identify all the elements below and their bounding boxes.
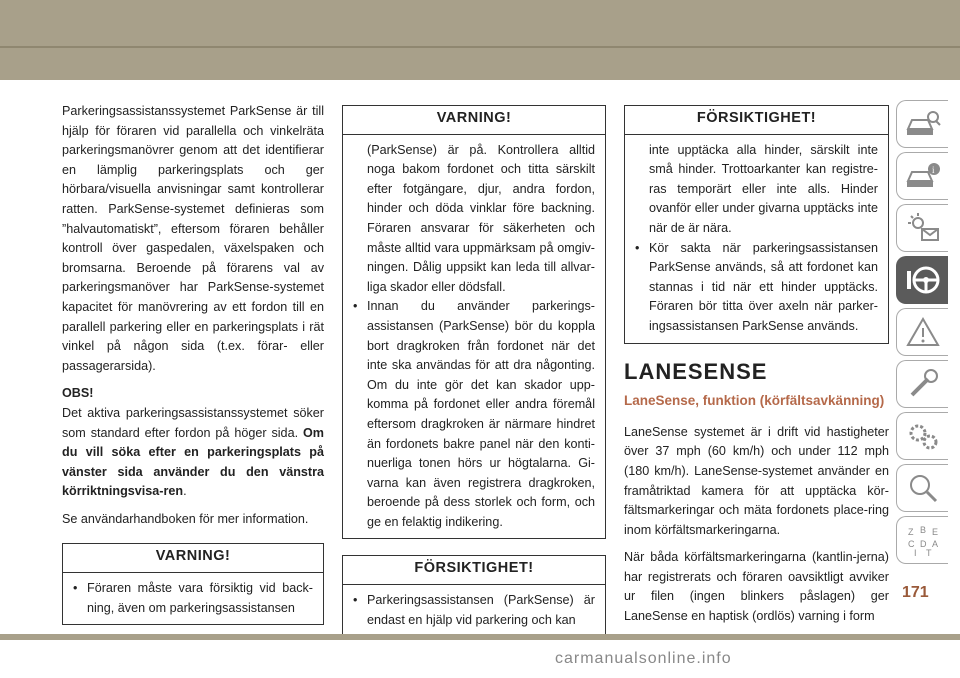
caution-box-1 [342, 555, 606, 637]
warning-body [343, 135, 605, 539]
caution-item [635, 239, 878, 337]
warning-box-1 [62, 543, 324, 625]
caution-item [353, 591, 595, 630]
column-3 [624, 105, 889, 635]
svg-text:E: E [931, 527, 938, 537]
warning-item [73, 579, 313, 618]
caution-title: FÖRSIKTIGHET! [343, 556, 605, 585]
obs-text: Det aktiva parkeringsassistanssystemet söker som standard efter fordon på höger sida. [62, 405, 324, 440]
column-1 [62, 102, 324, 625]
warning-box-2 [342, 105, 606, 539]
watermark: carmanualsonline.info [555, 650, 732, 667]
header-band-line [0, 46, 960, 48]
caution-item-text: Kör sakta när parkeringsassistansen ParkSense används, så att fordonet kan stannas i tid när ett hinder upptäcks. Föraren bör titta över axeln när parker-ingsassistansen ParkSense används. [649, 240, 878, 333]
obs-bold-text: Om du vill söka efter en parkeringsplats på vänster sida använder du den vänstra körriktningsvisa-ren [62, 425, 325, 499]
obs-title: OBS! [62, 386, 94, 401]
warning-item-text: Föraren måste vara försiktig vid back-ning, även om parkeringsassistansen [87, 581, 313, 615]
car-info-icon[interactable] [896, 152, 948, 200]
obs-end: . [183, 484, 187, 499]
caution-box-2 [624, 105, 889, 344]
svg-text:D: D [919, 539, 926, 549]
subsection-heading: LaneSense, funktion (körfältsavkänning) [624, 393, 885, 409]
warning-continued: (ParkSense) är på. Kontrollera alltid noga bakom fordonet och titta särskilt efter fotgängare, djur, andra fordon, hinder och döda vinklar före backning. Föraren ansvarar för säkerheten och måste alltid vara uppmärksam på omgiv-ningen. Dålig uppsikt kan leda till allvar-liga skador eller dödsfall. [367, 142, 595, 294]
warning-triangle-icon[interactable] [896, 308, 948, 356]
gears-icon[interactable] [896, 412, 948, 460]
svg-text:i: i [931, 165, 935, 175]
caution-title: FÖRSIKTIGHET! [625, 106, 888, 135]
intro-paragraph: Parkeringsassistanssystemet ParkSense är till hjälp för föraren vid parallella och vinkelräta parkeringsmanövrer genom att det identifierar en lämplig parkeringsplats och ger hörbara/visuella anvisningar samt kontrollerar ratten. ParkSense-systemet definieras som ”halvautomatiskt”, eftersom föraren behåller kontroll över gaspedalen, växelspaken och bromsarna. Beroende på förarens val av parkeringsmanöver har ParkSense-systemet kapacitet för manövrering av ett fordon till en parallell parkering eller en parkeringsplats i rät vinkel på någon sida (t.ex. förar- eller passagerarsida). [62, 104, 324, 373]
svg-text:C: C [907, 539, 914, 549]
warning-item-text: Innan du använder parkerings-assistansen (ParkSense) bör du koppla bort dragkroken från fordonet när det inte ska användas för att dra någonting. Om du inte gör det kan skador upp-komma på fordonet eller andra föremål eftersom dragkroken är närmare hindret än fordonets bakre panel när den konti-nuerliga tonen hörs ur högtalarna. Gi-varna kan även registrera dragkroken, beroende på dess storlek och form, och ge en felaktig indikering. [367, 299, 595, 529]
see-more-text: Se användarhandboken för mer information. [62, 511, 309, 526]
bullet-icon: • [353, 593, 358, 608]
svg-text:I: I [913, 548, 917, 557]
lanesense-paragraph-1: LaneSense systemet är i drift vid hastigheter över 37 mph (60 km/h) och under 112 mph (180 km/h). LaneSense-systemet använder en framåtriktad kamera för att upptäcka kör-fältsmarkeringar och mäta fordonets place-ring inom körfältsmarkeringarna. [624, 424, 889, 537]
magnifier-icon[interactable] [896, 464, 948, 512]
index-letters-icon[interactable] [896, 516, 948, 564]
chapter-tabs [896, 100, 948, 568]
page-number: 171 [902, 584, 929, 601]
section-heading: LANESENSE [624, 358, 768, 384]
caution-continued: inte upptäcka alla hinder, särskilt inte små hinder. Trottoarkanter kan registre-ras temporärt eller inte alls. Hinder ovanför eller under givarna upptäcks inte när de är nära. [649, 142, 878, 235]
caution-body [343, 585, 605, 636]
column-2 [342, 105, 606, 637]
svg-text:B: B [919, 525, 926, 535]
footer-band [0, 634, 960, 640]
warning-body [63, 573, 323, 624]
bullet-icon: • [353, 299, 358, 314]
header-band [0, 0, 960, 80]
warning-item [353, 297, 595, 532]
bullet-icon: • [73, 581, 78, 596]
caution-body [625, 135, 888, 343]
svg-text:A: A [931, 539, 938, 549]
warning-title: VARNING! [63, 544, 323, 573]
car-search-icon[interactable] [896, 100, 948, 148]
bullet-icon: • [635, 240, 640, 255]
lanesense-paragraph-2: När båda körfältsmarkeringarna (kantlin-jerna) har registrerats och föraren oavsiktligt avviker ur filen (ingen blinkers påslagen) ger LaneSense en haptisk (ordlös) varning i form [624, 550, 889, 624]
steering-wheel-icon[interactable] [896, 256, 948, 304]
svg-text:T: T [925, 548, 931, 557]
wrench-icon[interactable] [896, 360, 948, 408]
obs-note [62, 384, 324, 502]
warning-title: VARNING! [343, 106, 605, 135]
svg-text:Z: Z [907, 527, 913, 537]
caution-item-text: Parkeringsassistansen (ParkSense) är endast en hjälp vid parkering och kan [367, 593, 595, 627]
light-message-icon[interactable] [896, 204, 948, 252]
